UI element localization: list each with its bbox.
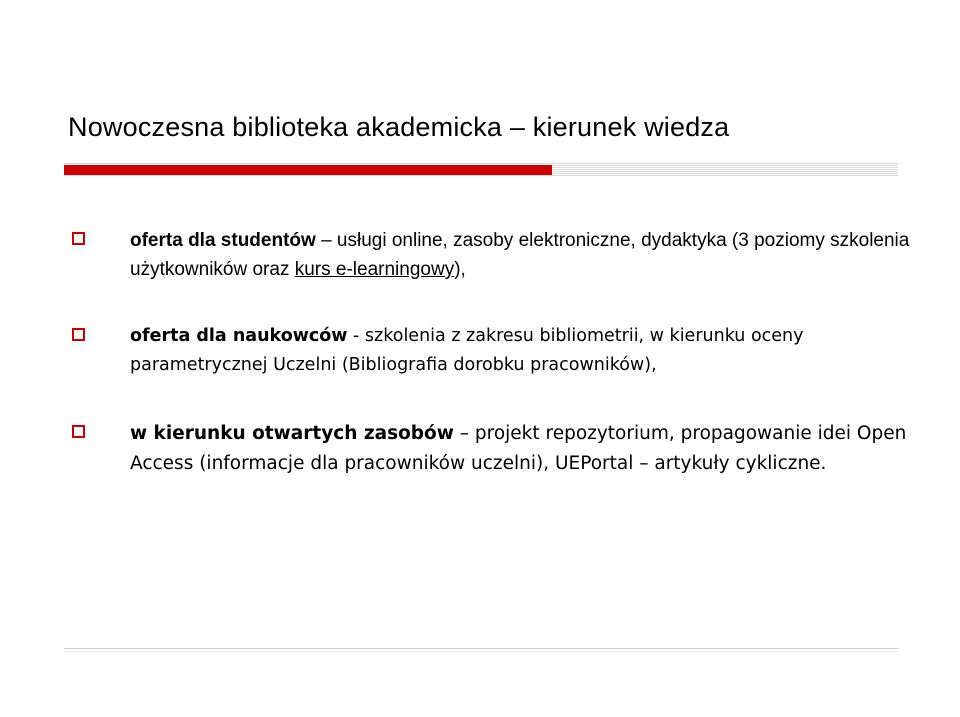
bullet-text: – projekt repozytorium, propagowanie idei Open Access (informacje dla pracowników uczelni), UEPortal – artykuły cykliczne. — [130, 423, 907, 474]
hollow-square-icon — [72, 425, 85, 438]
bullet-lead: oferta dla naukowców — [130, 326, 348, 346]
bullet-text-tail: ), — [454, 259, 466, 280]
bullet-lead: oferta dla studentów — [130, 230, 316, 251]
bullet-text: - szkolenia z zakresu bibliometrii, w kierunku oceny parametrycznej Uczelni (Bibliografia dorobku pracowników), — [130, 326, 804, 375]
bullet-lead: w kierunku otwartych zasobów — [130, 423, 454, 444]
bullet-text: – usługi online, zasoby elektroniczne, dydaktyka (3 poziomy szkolenia użytkowników oraz — [130, 230, 910, 280]
footer-divider — [64, 648, 898, 649]
hollow-square-icon — [72, 328, 85, 341]
footer-divider-secondary — [64, 651, 898, 652]
slide-title: Nowoczesna biblioteka akademicka – kierunek wiedza — [68, 112, 730, 142]
bullet-item-open-resources — [130, 419, 910, 479]
bullet-item-researchers — [130, 322, 910, 380]
e-learning-link[interactable]: kurs e-learningowy — [294, 259, 455, 280]
hollow-square-icon — [72, 232, 85, 245]
bullet-item-students — [130, 226, 910, 284]
